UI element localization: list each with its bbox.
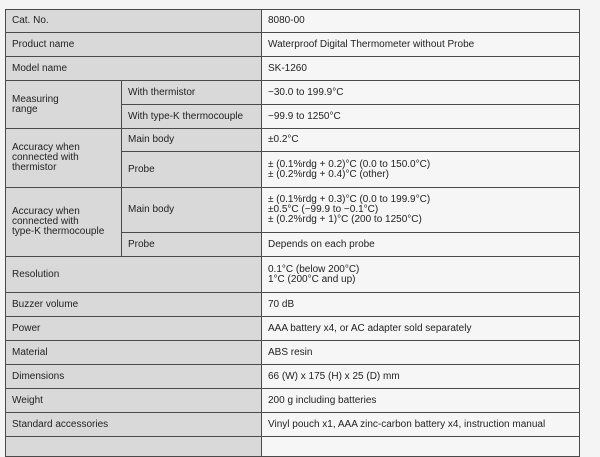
thermistor-main-body-value: ±0.2°C	[262, 129, 580, 152]
table-row	[6, 317, 580, 341]
thermocouple-main-body-value	[262, 188, 580, 233]
accuracy-thermocouple-label	[6, 188, 122, 257]
dimensions-value: 66 (W) x 175 (H) x 25 (D) mm	[262, 365, 580, 389]
resolution-value-line: 0.1°C (below 200°C)	[268, 263, 360, 275]
thermistor-probe-label: Probe	[122, 152, 262, 188]
dimensions-label: Dimensions	[6, 365, 262, 389]
measuring-range-label-line: range	[12, 103, 38, 115]
table-row-partial	[6, 437, 580, 457]
material-label: Material	[6, 341, 262, 365]
table-row	[6, 81, 580, 105]
product-name-value: Waterproof Digital Thermometer without Probe	[262, 33, 580, 57]
thermistor-main-body-label: Main body	[122, 129, 262, 152]
buzzer-volume-value: 70 dB	[262, 293, 580, 317]
cat-no-label: Cat. No.	[6, 10, 262, 33]
model-name-label: Model name	[6, 57, 262, 81]
measuring-range-label-line: Measuring	[12, 93, 59, 105]
accuracy-thermocouple-label-line: type-K thermocouple	[12, 226, 105, 237]
table-row	[6, 129, 580, 152]
thermocouple-main-body-value-line: ± (0.2%rdg + 1)°C (200 to 1250°C)	[268, 214, 422, 225]
resolution-value-line: 1°C (200°C and up)	[268, 273, 356, 285]
accuracy-thermistor-label-line: thermistor	[12, 162, 57, 173]
partial-row-label	[6, 437, 262, 457]
table-row	[6, 341, 580, 365]
spec-table-container	[5, 9, 580, 457]
with-thermocouple-value: −99.9 to 1250°C	[262, 105, 580, 129]
model-name-value: SK-1260	[262, 57, 580, 81]
thermocouple-main-body-value-line: ± (0.1%rdg + 0.3)°C (0.0 to 199.9°C)	[268, 194, 431, 205]
thermistor-probe-value-line: ± (0.1%rdg + 0.2)°C (0.0 to 150.0°C)	[268, 158, 431, 170]
with-thermocouple-label: With type-K thermocouple	[122, 105, 262, 129]
table-row	[6, 365, 580, 389]
power-label: Power	[6, 317, 262, 341]
thermocouple-main-body-label: Main body	[122, 188, 262, 233]
thermistor-probe-value-line: ± (0.2%rdg + 0.4)°C (other)	[268, 168, 389, 180]
thermistor-probe-value	[262, 152, 580, 188]
accuracy-thermistor-label-line: Accuracy when	[12, 142, 80, 153]
thermocouple-probe-value: Depends on each probe	[262, 233, 580, 257]
table-row	[6, 293, 580, 317]
standard-accessories-value: Vinyl pouch x1, AAA zinc-carbon battery x4, instruction manual	[262, 413, 580, 437]
table-row	[6, 10, 580, 33]
table-row	[6, 257, 580, 293]
resolution-value	[262, 257, 580, 293]
standard-accessories-label: Standard accessories	[6, 413, 262, 437]
buzzer-volume-label: Buzzer volume	[6, 293, 262, 317]
accuracy-thermistor-label	[6, 129, 122, 188]
weight-value: 200 g including batteries	[262, 389, 580, 413]
partial-row-value	[262, 437, 580, 457]
accuracy-thermocouple-label-line: connected with	[12, 216, 79, 227]
resolution-label: Resolution	[6, 257, 262, 293]
cat-no-value: 8080-00	[262, 10, 580, 33]
weight-label: Weight	[6, 389, 262, 413]
measuring-range-label	[6, 81, 122, 129]
product-name-label: Product name	[6, 33, 262, 57]
thermocouple-main-body-value-line: ±0.5°C (−99.9 to −0.1°C)	[268, 204, 379, 215]
table-row	[6, 57, 580, 81]
accuracy-thermistor-label-line: connected with	[12, 152, 79, 163]
specifications-table	[5, 9, 580, 457]
power-value: AAA battery x4, or AC adapter sold separately	[262, 317, 580, 341]
with-thermistor-label: With thermistor	[122, 81, 262, 105]
table-row	[6, 188, 580, 233]
accuracy-thermocouple-label-line: Accuracy when	[12, 206, 80, 217]
with-thermistor-value: −30.0 to 199.9°C	[262, 81, 580, 105]
table-row	[6, 389, 580, 413]
material-value: ABS resin	[262, 341, 580, 365]
thermocouple-probe-label: Probe	[122, 233, 262, 257]
table-row	[6, 413, 580, 437]
table-row	[6, 33, 580, 57]
